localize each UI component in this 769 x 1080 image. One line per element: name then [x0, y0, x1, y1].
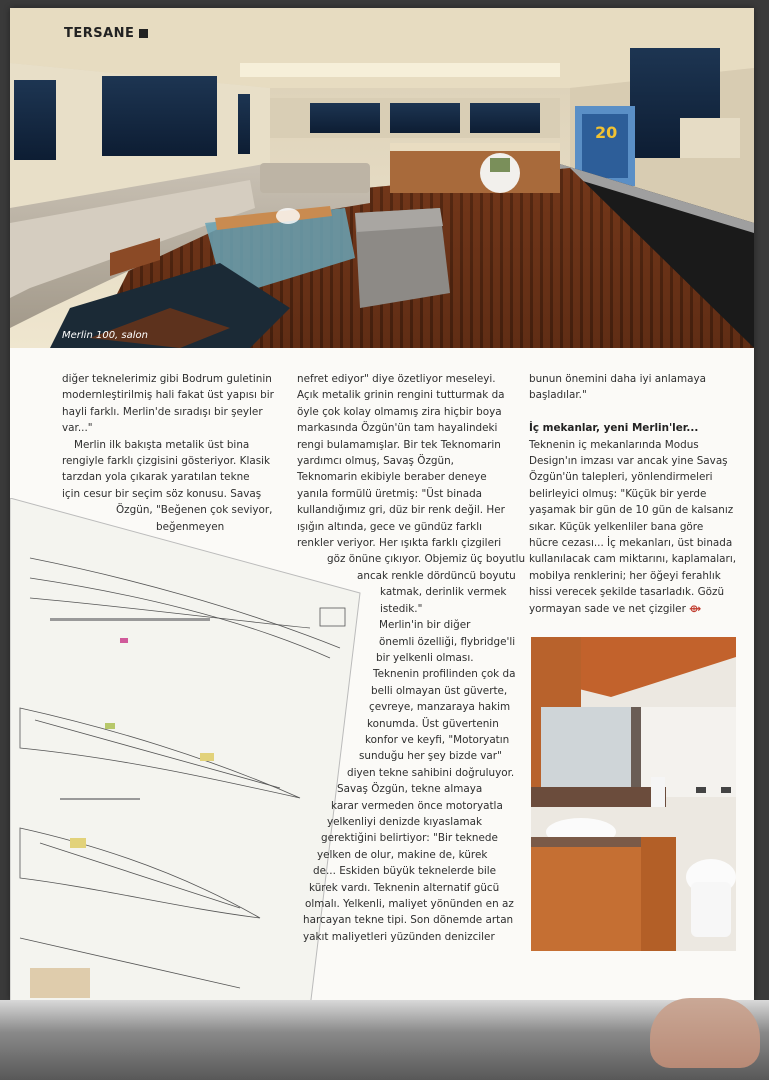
text-line: belirleyici olmuş: "Küçük bir yerde [529, 487, 707, 500]
section-label: TERSANE [64, 26, 135, 41]
text-line: ancak renkle dördüncü boyutu [357, 569, 516, 582]
text-line-last [529, 601, 749, 617]
text-line: olmalı. Yelkenli, maliyet yönünden en az [305, 898, 514, 910]
text-line: için cesur bir seçim söz konusu. Savaş [62, 487, 262, 500]
text-line: Merlin'in bir diğer [379, 619, 471, 632]
text-line: rengi bulamamışlar. Bir tek Teknomarin [297, 438, 501, 451]
text-line: kürek vardı. Teknenin alternatif gücü [309, 881, 500, 894]
text-line: kullanılacak cam miktarını, kaplamaları, [529, 553, 737, 566]
text-line: Özgün'ün talepleri, yönlendirmeleri [529, 471, 713, 484]
text-line: Teknomarin ekibiyle beraber deneye [297, 471, 487, 484]
text-line: hayli farklı. Merlin'de sıradışı bir şeyler [62, 405, 263, 418]
text-line: kullandığımız gri, düz bir renk değil. Her [297, 504, 505, 517]
text-line: bunun önemini daha iyi anlamaya [529, 373, 707, 385]
column-2 [297, 371, 526, 945]
text-line: önemli özelliği, flybridge'li [379, 635, 516, 648]
text-line: Savaş Özgün, tekne almaya [337, 783, 483, 796]
text-line: harcayan tekne tipi. Son dönemde artan [303, 914, 514, 927]
section-subheading: İç mekanlar, yeni Merlin'ler... [529, 422, 699, 435]
text-line: markasında Özgün'ün tam hayalindeki [297, 422, 498, 435]
text-line: gerektiğini belirtiyor: "Bir teknede [321, 832, 498, 845]
text-line: hissi verecek şekilde tasarladık. Gözü [529, 586, 725, 599]
text-line: yakıt maliyetleri yüzünden denizciler [303, 930, 495, 943]
section-header [64, 26, 148, 41]
text-line: yelken de olur, makine de, kürek [317, 848, 488, 861]
photo-caption: Merlin 100, salon [62, 330, 148, 341]
text-line: yaşamak bir gün de 10 gün de kalsanız [529, 504, 734, 517]
text-line: istedik." [380, 602, 423, 615]
text-line: beğenmeyen [156, 520, 225, 533]
bathroom-photo [531, 637, 736, 951]
text-line: Merlin ilk bakışta metalik üst bina [74, 438, 250, 451]
end-mark-icon: ⟴ [689, 602, 702, 615]
text-line: Özgün, "Beğenen çok seviyor, [116, 504, 273, 517]
text-line: mobilya renklerini; her öğeyi ferahlık [529, 569, 721, 582]
text-line: konfor ve keyfi, "Motoryatın [365, 733, 510, 746]
text-line: sıkar. Küçük yelkenliler bana göre [529, 520, 704, 533]
text-line: Teknenin profilinden çok da [373, 668, 516, 681]
text-line: belli olmayan üst güverte, [371, 684, 508, 697]
text-line: nefret ediyor" diye özetliyor meseleyi. [297, 373, 496, 385]
spacer [529, 404, 749, 420]
text-line: rengiyle farklı çizgisini gösteriyor. Klasik [62, 455, 271, 468]
text-line: başladılar." [529, 389, 587, 402]
text-line: Açık metalik grinin rengini tutturmak da [297, 389, 505, 402]
text-line: modernleştirilmiş hali fakat üst yapısı bir [62, 389, 274, 402]
text-line: yelkenliyi denizde kıyaslamak [327, 815, 482, 828]
text-line: de... Eskiden büyük teknelerde bile [313, 865, 497, 878]
text-line: renkler veriyor. Her ışıkta farklı çizgileri [297, 537, 502, 550]
text-line: diğer teknelerimiz gibi Bodrum guletinin [62, 373, 272, 385]
salon-photo [10, 8, 754, 348]
text-line: var..." [62, 422, 93, 435]
tv-screen-text: 20 [595, 123, 618, 142]
text-line: tarzdan yola çıkarak yaratılan tekne [62, 471, 250, 484]
text-line: yardımcı olmuş, Savaş Özgün, [297, 455, 454, 468]
text-line: öyle çok kolay olmamış zira hiçbir boya [297, 405, 502, 418]
text-line: konumda. Üst güvertenin [367, 717, 499, 730]
column-3 [529, 371, 749, 617]
text-line: göz önüne çıkıyor. Objemiz üç boyutlu [327, 553, 526, 566]
thumb-photo [650, 998, 760, 1068]
text-line: karar vermeden önce motoryatla [331, 799, 503, 812]
text-line: yanıla formülü üretmiş: "Üst binada [297, 487, 483, 500]
text-line: katmak, derinlik vermek [380, 586, 507, 599]
text-line: diyen tekne sahibini doğruluyor. [347, 766, 515, 779]
text-line: Design'ın imzası var ancak yine Savaş [529, 455, 728, 468]
text-line: çevreye, manzaraya hakim [369, 701, 511, 714]
magazine-page [10, 8, 754, 1000]
text-line: bir yelkenli olması. [376, 651, 474, 664]
text-line-last-text: yormayan sade ve net çizgiler [529, 602, 686, 615]
text-line: hücre cezası... İç mekanları, üst binada [529, 537, 733, 550]
section-square-icon [139, 29, 148, 38]
text-line: Teknenin iç mekanlarında Modus [529, 438, 699, 451]
text-line: ışığın altında, gece ve gündüz farklı [297, 520, 482, 533]
text-line: sunduğu her şey bizde var" [359, 750, 502, 763]
